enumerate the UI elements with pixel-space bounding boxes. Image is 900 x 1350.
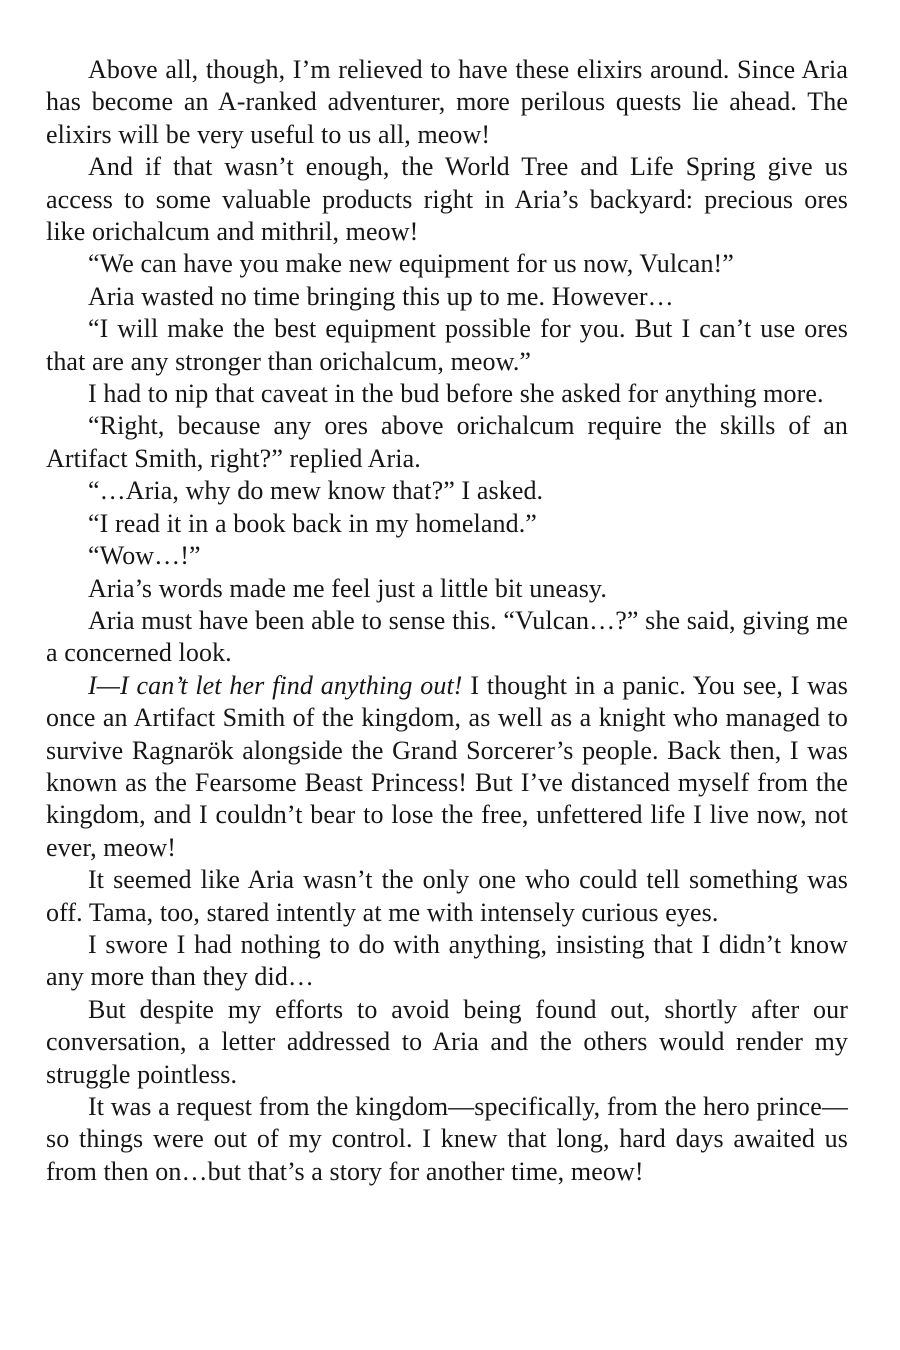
text-run: “Right, because any ores above orichalcum require the skills of an Artifact Smith, right?” replied Aria.: [46, 411, 848, 473]
paragraph: [46, 605, 848, 670]
paragraph: [46, 475, 848, 507]
paragraph: [46, 151, 848, 248]
paragraph: [46, 378, 848, 410]
text-run: Aria wasted no time bringing this up to me. However…: [88, 281, 674, 311]
paragraph: [46, 281, 848, 313]
paragraph: [46, 864, 848, 929]
novel-text-block: [46, 54, 848, 1188]
text-run: And if that wasn’t enough, the World Tree and Life Spring give us access to some valuable products right in Aria’s backyard: precious ores like orichalcum and mithril, meow!: [46, 152, 848, 247]
paragraph: [46, 54, 848, 151]
paragraph: [46, 994, 848, 1091]
italic-run: I—I can’t let her find anything out!: [88, 670, 463, 700]
paragraph: [46, 540, 848, 572]
paragraph: [46, 508, 848, 540]
text-run: I thought in a panic. You see, I was once an Artifact Smith of the kingdom, as well as a knight who managed to survive Ragnarök alongside the Grand Sorcerer’s people. Back then, I was known as the Fearsome Beast Princess! But I’ve distanced myself from the kingdom, and I couldn’t bear to lose the free, unfettered life I live now, not ever, meow!: [46, 670, 848, 862]
text-run: It seemed like Aria wasn’t the only one who could tell something was off. Tama, too, stared intently at me with intensely curious eyes.: [46, 865, 848, 927]
text-run: “Wow…!”: [88, 541, 201, 571]
text-run: Above all, though, I’m relieved to have these elixirs around. Since Aria has become an A-ranked adventurer, more perilous quests lie ahead. The elixirs will be very useful to us all, meow!: [46, 55, 848, 149]
text-run: But despite my efforts to avoid being found out, shortly after our conversation, a letter addressed to Aria and the others would render my struggle pointless.: [46, 994, 848, 1089]
paragraph: [46, 929, 848, 994]
paragraph: [46, 670, 848, 864]
paragraph: [46, 248, 848, 280]
paragraph: [46, 1091, 848, 1188]
paragraph: [46, 313, 848, 378]
text-run: Aria’s words made me feel just a little bit uneasy.: [88, 573, 607, 603]
text-run: “We can have you make new equipment for us now, Vulcan!”: [88, 249, 734, 279]
text-run: “I will make the best equipment possible for you. But I can’t use ores that are any stronger than orichalcum, meow.”: [46, 314, 848, 376]
text-run: Aria must have been able to sense this. “Vulcan…?” she said, giving me a concerned look.: [46, 605, 848, 668]
text-run: I swore I had nothing to do with anything, insisting that I didn’t know any more than they did…: [46, 929, 848, 992]
paragraph: [46, 410, 848, 475]
paragraph: [46, 573, 848, 605]
text-run: “I read it in a book back in my homeland.”: [88, 508, 537, 538]
text-run: I had to nip that caveat in the bud before she asked for anything more.: [88, 379, 824, 409]
text-run: “…Aria, why do mew know that?” I asked.: [88, 476, 544, 506]
text-run: It was a request from the kingdom—specifically, from the hero prince—so things were out of my control. I knew that long, hard days awaited us from then on…but that’s a story for another time, meow!: [46, 1092, 848, 1186]
